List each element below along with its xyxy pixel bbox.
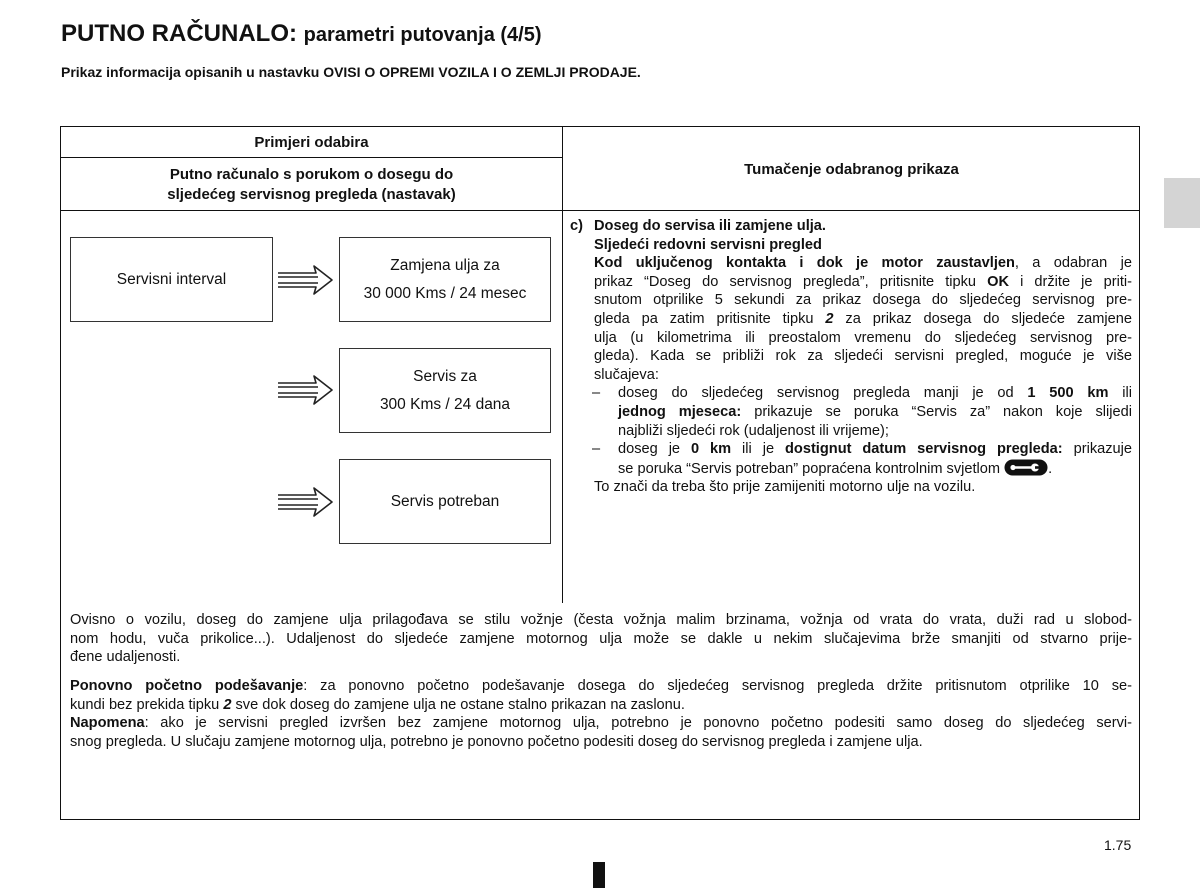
- explanation-line: snutom otprilike 5 sekundi za prikaz dosega do sljedećeg servisnog pre-: [594, 292, 1132, 309]
- service-interval-label: Servisni interval: [116, 270, 227, 288]
- explanation-line: slučajeva:: [594, 366, 659, 383]
- explanation-line: gleda pa zatim pritisnite tipku 2 za prikaz dosega do sljedeće zamjene: [594, 310, 1132, 327]
- service-required-label: Servis potreban: [390, 492, 500, 510]
- item-title: Doseg do servisa ili zamjene ulja.: [594, 218, 826, 234]
- col1-header-line1: Putno računalo s porukom o dosegu do: [169, 166, 454, 183]
- double-arrow-icon: [276, 264, 334, 296]
- double-arrow-icon: [276, 374, 334, 406]
- wrench-warning-light-icon: [1004, 459, 1048, 476]
- service-due-box: [339, 348, 551, 433]
- service-due-line2: 300 Kms / 24 dana: [379, 395, 511, 413]
- header-bottom-divider: [61, 210, 1139, 211]
- dash-item-1-cont: jednog mjeseca: prikazuje se poruka “Servis za” nakon koje slijedi: [618, 403, 1132, 420]
- bottom-line: đene udaljenosti.: [70, 649, 181, 666]
- item-subtitle: Sljedeći redovni servisni pregled: [594, 236, 822, 253]
- explanation-line: ulja (u kilometrima ili preostalom vremenu do sljedećeg servisnog pre-: [594, 329, 1132, 346]
- explanation-line: Kod uključenog kontakta i dok je motor zaustavljen, a odabran je: [594, 255, 1132, 272]
- bottom-line: Napomena: ako je servisni pregled izvršen bez zamjene motornog ulja, potrebno je ponovno početno podesiti samo doseg do sljedećeg servi-: [70, 715, 1132, 732]
- bottom-paragraph-2: [70, 677, 1132, 751]
- oil-change-line1: Zamjena ulja za: [390, 256, 500, 274]
- oil-change-box: [339, 237, 551, 322]
- explanation-line: prikaz “Doseg do servisnog pregleda”, pritisnite tipku OK i držite je priti-: [594, 273, 1132, 290]
- bottom-line: Ovisno o vozilu, doseg do zamjene ulja prilagođava se stilu vožnje (česta vožnja malim brzinama, vožnja od vrata do vrata, duži rad u slobod-: [70, 612, 1132, 628]
- col2-header: Tumačenje odabranog prikaza: [744, 161, 959, 178]
- bottom-line: nom hodu, vuča prikolice...). Udaljenost do sljedeće zamjene motornog ulja može se dakle u nekim slučajevima brže smanjiti od stvarno prije-: [70, 630, 1132, 647]
- service-due-line1: Servis za: [413, 367, 477, 385]
- bottom-line: kundi bez prekida tipku 2 sve dok doseg do zamjene ulja ne ostane stalno prikazan na zaslonu.: [70, 696, 685, 713]
- bottom-line: snog pregleda. U slučaju zamjene motornog ulja, potrebno je ponovno početno podesiti doseg do servisnog pregleda i zamjene ulja.: [70, 733, 923, 750]
- oil-change-line2: 30 000 Kms / 24 mesec: [363, 284, 527, 302]
- dash-item-1: – doseg do sljedećeg servisnog pregleda manji je od 1 500 km ili: [592, 385, 1132, 402]
- item-title-line: [570, 217, 1132, 236]
- explanation-text: [570, 217, 1132, 497]
- page-number: 1.75: [1104, 837, 1132, 853]
- header-divider-left: [61, 157, 562, 158]
- bottom-line: Ponovno početno podešavanje: za ponovno početno podešavanje dosega do sljedećeg servisnog pregleda držite pritisnutom otprilike 10 se-: [70, 678, 1132, 694]
- equipment-note: Prikaz informacija opisanih u nastavku OVISI O OPREMI VOZILA I O ZEMLJI PRODAJE.: [61, 64, 641, 80]
- col1-header-top: Primjeri odabira: [254, 134, 369, 151]
- explanation-line: gleda). Kada se približi rok za sljedeći servisni pregled, moguće je više: [594, 348, 1132, 365]
- title-sub: parametri putovanja (4/5): [303, 24, 542, 46]
- title-main: PUTNO RAČUNALO:: [61, 20, 297, 47]
- item-letter: c): [570, 218, 583, 234]
- column-divider: [562, 127, 563, 603]
- dash-item-1-cont: najbliži sljedeći rok (udaljenost ili vrijeme);: [618, 422, 889, 439]
- explanation-line: To znači da treba što prije zamijeniti motorno ulje na vozilu.: [594, 479, 976, 496]
- service-interval-box: [70, 237, 273, 322]
- double-arrow-icon: [276, 486, 334, 518]
- section-tab: [1164, 178, 1200, 228]
- page-title: [61, 20, 542, 48]
- dash-item-2-cont: se poruka “Servis potreban” popraćena kontrolnim svjetlom .: [618, 460, 1053, 477]
- binding-marker: [593, 862, 605, 888]
- service-required-box: [339, 459, 551, 544]
- col1-header-line2: sljedećeg servisnog pregleda (nastavak): [167, 186, 456, 203]
- dash-item-2: – doseg je 0 km ili je dostignut datum servisnog pregleda: prikazuje: [592, 441, 1133, 458]
- bottom-paragraph-1: [70, 611, 1132, 667]
